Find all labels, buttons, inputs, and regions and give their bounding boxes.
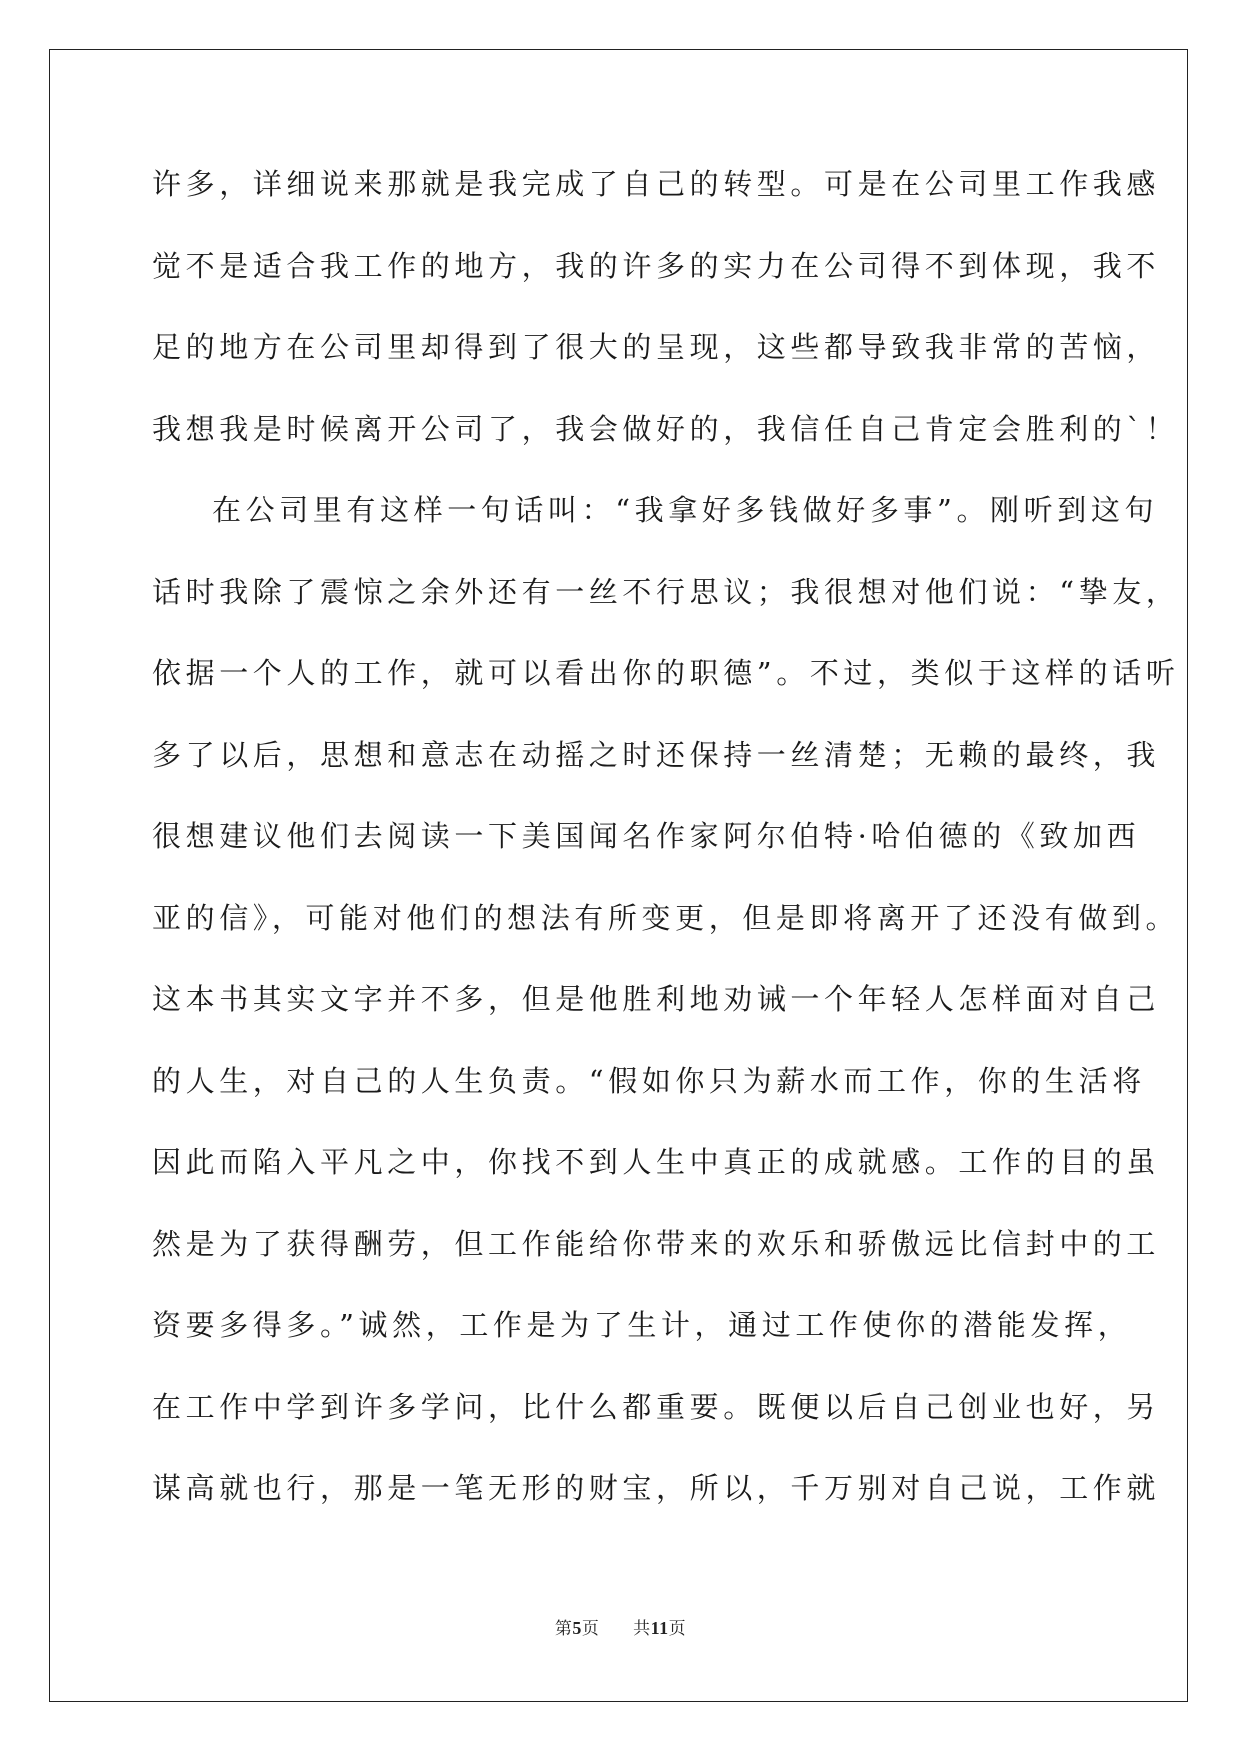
paragraph-first-line: 在公司里有这样一句话叫：“我拿好多钱做好多事”。刚听到这句 [212,493,1159,527]
text-line: 亚的信》，可能对他们的想法有所变更，但是即将离开了还没有做到。 [152,900,1180,935]
total-suffix: 页 [668,1619,687,1639]
text-line: 这本书其实文字并不多，但是他胜利地劝诫一个年轻人怎样面对自己 [152,982,1161,1016]
text-line: 的人生，对自己的人生负责。“假如你只为薪水而工作，你的生活将 [152,1063,1146,1098]
text-line: 谋高就也行，那是一笔无形的财宝，所以，千万别对自己说，工作就 [152,1471,1161,1505]
text-line: 很想建议他们去阅读一下美国闻名作家阿尔伯特·哈伯德的《致加西 [152,819,1141,853]
total-pages-label [633,1619,686,1639]
page-suffix: 页 [581,1619,600,1639]
text-line: 在工作中学到许多学问，比什么都重要。既便以后自己创业也好，另 [152,1389,1161,1424]
text-line: 足的地方在公司里却得到了很大的呈现，这些都导致我非常的苦恼， [152,330,1161,364]
text-line: 多了以后，思想和意志在动摇之时还保持一丝清楚；无赖的最终，我 [152,737,1161,772]
total-prefix: 共 [633,1619,651,1639]
page-number-label [555,1619,605,1639]
text-line: 因此而陷入平凡之中，你找不到人生中真正的成就感。工作的目的虽 [152,1145,1161,1179]
text-line: 依据一个人的工作，就可以看出你的职德”。不过，类似于这样的话听 [152,656,1180,690]
document-body [152,152,1180,1538]
text-line: 觉不是适合我工作的地方，我的许多的实力在公司得不到体现，我不 [152,248,1161,283]
text-line: 资要多得多。”诚然，工作是为了生计，通过工作使你的潜能发挥， [152,1308,1132,1342]
text-line: 然是为了获得酬劳，但工作能给你带来的欢乐和骄傲远比信封中的工 [152,1226,1161,1261]
page-prefix: 第 [554,1619,573,1639]
page-footer [0,1614,1241,1639]
text-line: 许多，详细说来那就是我完成了自己的转型。可是在公司里工作我感 [152,167,1161,201]
text-line: 我想我是时候离开公司了，我会做好的，我信任自己肯定会胜利的`！ [152,411,1180,446]
total-page-number: 11 [650,1618,669,1638]
current-page-number: 5 [572,1618,582,1638]
text-line: 话时我除了震惊之余外还有一丝不行思议；我很想对他们说：“挚友， [152,574,1180,609]
